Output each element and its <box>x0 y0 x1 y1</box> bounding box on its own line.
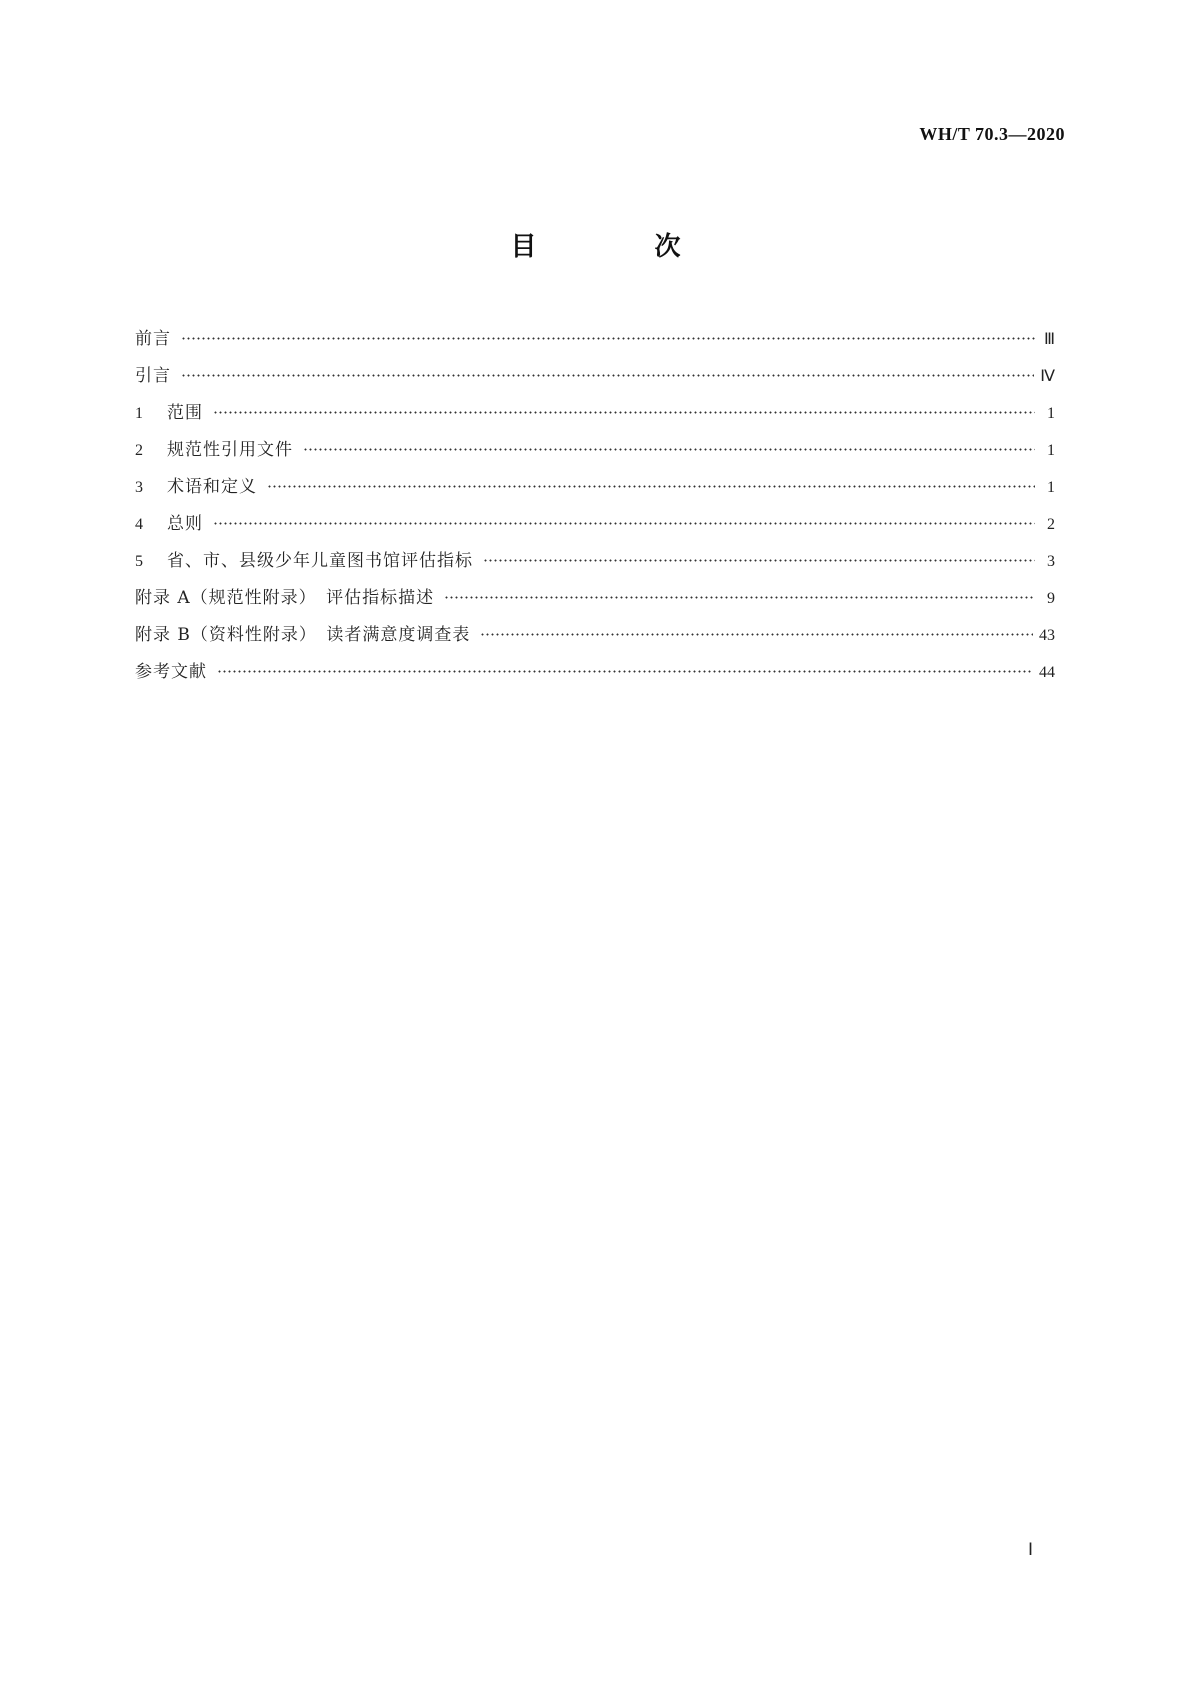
toc-entry-page: 1 <box>1047 479 1055 496</box>
page-title: 目 次 <box>510 232 727 262</box>
toc-entry-annex-a[interactable] <box>135 583 1055 620</box>
toc-entry-page: 1 <box>1047 442 1055 459</box>
dot-leader <box>217 670 1033 673</box>
toc-entry-title: 总则 <box>167 514 203 534</box>
toc-entry-number: 5 <box>135 553 143 570</box>
dot-leader <box>303 448 1035 451</box>
dot-leader <box>213 411 1035 414</box>
toc-entry-foreword[interactable] <box>135 324 1055 361</box>
toc-entry-title: 附录 B（资料性附录） 读者满意度调查表 <box>135 625 471 645</box>
toc-entry-title: 省、市、县级少年儿童图书馆评估指标 <box>167 551 473 571</box>
toc-entry-page: 1 <box>1047 405 1055 422</box>
toc-entry-general[interactable] <box>135 509 1055 546</box>
toc-entry-title: 规范性引用文件 <box>167 440 293 460</box>
toc-entry-page: Ⅳ <box>1040 368 1055 385</box>
toc-entry-title: 参考文献 <box>135 662 207 682</box>
dot-leader <box>181 374 1034 377</box>
dot-leader <box>483 559 1035 562</box>
dot-leader <box>181 337 1035 340</box>
toc-entry-number: 3 <box>135 479 143 496</box>
toc-entry-title: 附录 A（规范性附录） 评估指标描述 <box>135 588 435 608</box>
table-of-contents <box>135 324 1055 694</box>
toc-entry-bibliography[interactable] <box>135 657 1055 694</box>
toc-entry-number: 4 <box>135 516 143 533</box>
toc-entry-title: 前言 <box>135 329 171 349</box>
dot-leader <box>480 633 1033 636</box>
toc-entry-title: 术语和定义 <box>167 477 257 497</box>
toc-entry-page: 9 <box>1047 590 1055 607</box>
toc-entry-title: 范围 <box>167 403 203 423</box>
toc-entry-page: Ⅲ <box>1043 331 1055 348</box>
toc-entry-page: 43 <box>1039 627 1055 644</box>
toc-entry-evaluation-indicators[interactable] <box>135 546 1055 583</box>
dot-leader <box>444 596 1035 599</box>
toc-entry-number: 1 <box>135 405 143 422</box>
page-number: Ⅰ <box>1027 1540 1033 1559</box>
toc-entry-number: 2 <box>135 442 143 459</box>
toc-entry-terms-definitions[interactable] <box>135 472 1055 509</box>
toc-entry-introduction[interactable] <box>135 361 1055 398</box>
toc-entry-scope[interactable] <box>135 398 1055 435</box>
toc-entry-normative-references[interactable] <box>135 435 1055 472</box>
toc-entry-title: 引言 <box>135 366 171 386</box>
toc-entry-annex-b[interactable] <box>135 620 1055 657</box>
dot-leader <box>213 522 1035 525</box>
dot-leader <box>267 485 1035 488</box>
toc-entry-page: 3 <box>1047 553 1055 570</box>
standard-code: WH/T 70.3—2020 <box>919 124 1065 144</box>
toc-entry-page: 44 <box>1039 664 1055 681</box>
toc-entry-page: 2 <box>1047 516 1055 533</box>
